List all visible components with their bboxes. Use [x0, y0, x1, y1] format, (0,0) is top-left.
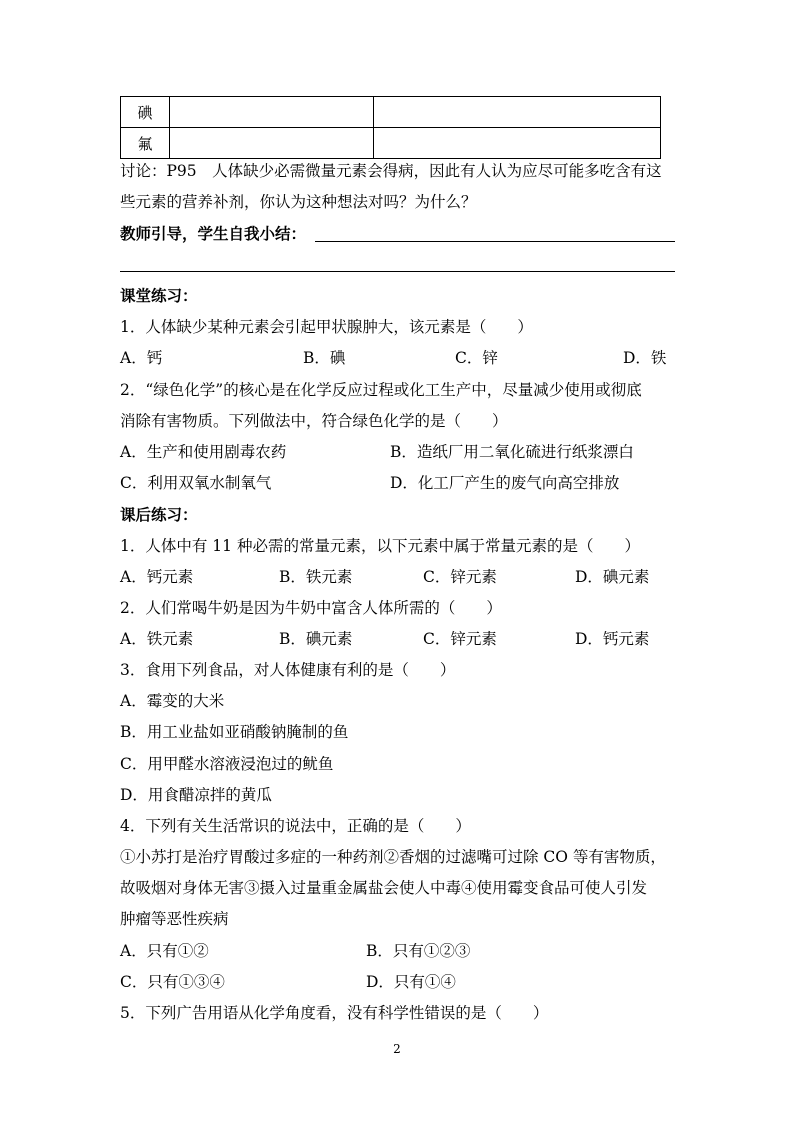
classroom-q2-option-a: A．生产和使用剧毒农药: [120, 443, 287, 461]
classroom-q2-stem-1: 2．“绿色化学”的核心是在化学反应过程或化工生产中，尽量减少使用或彻底: [120, 381, 642, 399]
table-cell: [170, 97, 374, 128]
homework-q1-option-b: B．铁元素: [279, 568, 353, 586]
table-cell-element: 氟: [121, 128, 170, 159]
classroom-q1-option-b: B．碘: [303, 349, 346, 367]
homework-q2-option-b: B．碘元素: [279, 630, 353, 648]
homework-q4-option-c: C．只有①③④: [120, 973, 225, 991]
homework-q3-option-a: A．霉变的大米: [120, 692, 225, 710]
element-table: [120, 96, 661, 159]
homework-q4-body-1: ①小苏打是治疗胃酸过多症的一种药剂②香烟的过滤嘴可过除 CO 等有害物质，: [120, 848, 666, 866]
classroom-q2-option-d: D．化工厂产生的废气向高空排放: [390, 474, 620, 492]
classroom-q1-option-a: A．钙: [120, 349, 163, 367]
table-cell-element: 碘: [121, 97, 170, 128]
homework-q2-option-a: A．铁元素: [120, 630, 194, 648]
homework-q2-option-d: D．钙元素: [575, 630, 650, 648]
homework-q1-option-c: C．锌元素: [423, 568, 497, 586]
homework-q4-body-3: 肿瘤等恶性疾病: [120, 910, 229, 928]
homework-q1-option-a: A．钙元素: [120, 568, 194, 586]
summary-label: 教师引导，学生自我小结：: [120, 224, 307, 243]
classroom-q1-stem: 1．人体缺少某种元素会引起甲状腺肿大，该元素是（ ）: [120, 318, 533, 336]
homework-q3-option-c: C．用甲醛水溶液浸泡过的鱿鱼: [120, 755, 334, 773]
homework-q1-stem: 1．人体中有 11 种必需的常量元素，以下元素中属于常量元素的是（ ）: [120, 537, 640, 555]
homework-q3-stem: 3．食用下列食品，对人体健康有利的是（ ）: [120, 661, 456, 679]
homework-q4-stem: 4．下列有关生活常识的说法中，正确的是（ ）: [120, 817, 471, 835]
table-row: [121, 128, 661, 159]
discussion-line-1: 讨论：P95 人体缺少必需微量元素会得病，因此有人认为应尽可能多吃含有这: [120, 162, 662, 180]
homework-q5-stem: 5．下列广告用语从化学角度看，没有科学性错误的是（ ）: [120, 1004, 549, 1022]
table-cell: [374, 97, 661, 128]
classroom-q2-option-b: B．造纸厂用二氧化硫进行纸浆漂白: [390, 443, 634, 461]
homework-heading: 课后练习：: [120, 505, 198, 524]
homework-q2-stem: 2．人们常喝牛奶是因为牛奶中富含人体所需的（ ）: [120, 599, 502, 617]
homework-q4-option-a: A．只有①②: [120, 942, 209, 960]
table-cell: [374, 128, 661, 159]
discussion-line-2: 些元素的营养补剂，你认为这种想法对吗？为什么？: [120, 193, 477, 211]
homework-q4-option-b: B．只有①②③: [366, 942, 471, 960]
summary-answer-line: [315, 241, 675, 242]
homework-q4-body-2: 故吸烟对身体无害③摄入过量重金属盐会使人中毒④使用霉变食品可使人引发: [120, 879, 648, 897]
homework-q1-option-d: D．碘元素: [575, 568, 650, 586]
table-row: [121, 97, 661, 128]
page-number: 2: [393, 1042, 401, 1056]
summary-answer-line-2: [120, 271, 675, 272]
homework-q3-option-b: B．用工业盐如亚硝酸钠腌制的鱼: [120, 723, 349, 741]
classroom-heading: 课堂练习：: [120, 286, 198, 305]
homework-q3-option-d: D．用食醋凉拌的黄瓜: [120, 786, 272, 804]
classroom-q2-option-c: C．利用双氧水制氧气: [120, 474, 272, 492]
classroom-q1-option-d: D．铁: [623, 349, 667, 367]
classroom-q2-stem-2: 消除有害物质。下列做法中，符合绿色化学的是（ ）: [120, 412, 508, 430]
classroom-q1-option-c: C．锌: [455, 349, 498, 367]
table-cell: [170, 128, 374, 159]
homework-q2-option-c: C．锌元素: [423, 630, 497, 648]
homework-q4-option-d: D．只有①④: [366, 973, 456, 991]
